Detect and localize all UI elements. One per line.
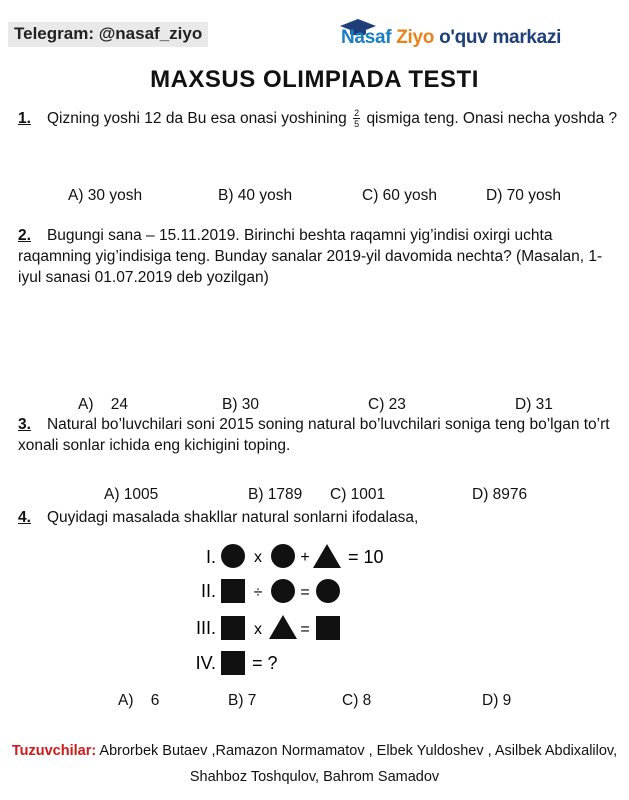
option-c: C) 23 (368, 396, 406, 413)
question-text: Natural bo’luvchilari soni 2015 soning natural bo’luvchilari soniga teng bo’lgan to’rt xonali sonlar ichida eng kichigini toping. (18, 416, 610, 454)
question-text: Qizning yoshi 12 da Bu esa onasi yoshining (46, 110, 347, 127)
square-shape (221, 579, 245, 603)
question-number: 1. (18, 110, 31, 127)
option-d: D) 31 (515, 396, 553, 413)
triangle-shape (313, 544, 341, 568)
question-1 (18, 108, 618, 129)
question-number: 3. (18, 416, 31, 433)
operator: = ? (252, 653, 278, 673)
triangle-shape (269, 615, 297, 639)
option-b: B) 40 yosh (218, 187, 293, 204)
operator: x (254, 621, 262, 638)
option-a: A) 24 (78, 396, 128, 413)
operator: = (300, 584, 310, 601)
option-c: C) 60 yosh (362, 187, 437, 204)
circle-shape (271, 579, 295, 603)
operator: x (254, 549, 262, 566)
operator: + (300, 549, 310, 566)
option-b: B) 1789 (248, 486, 303, 503)
logo-word-markazi: o'quv markazi (439, 27, 562, 48)
square-shape (221, 651, 245, 675)
question-text: Quyidagi masalada shakllar natural sonlarni ifodalasa, (46, 509, 419, 526)
question-text: Bugungi sana – 15.11.2019. Birinchi beshta raqamni yig’indisi oxirgi uchta raqamning yig’indisiga teng. Bunday sanalar 2019-yil davomida nechta? (Masalan, 1-iyul sanasi 01.07.2019 deb yozilgan) (18, 227, 603, 286)
option-d: D) 9 (482, 692, 512, 709)
option-b: B) 30 (222, 396, 260, 413)
row-label: I. (205, 547, 216, 567)
operator: = (300, 621, 310, 638)
row-label: II. (200, 581, 216, 601)
option-c: C) 1001 (330, 486, 386, 503)
question-number: 4. (18, 509, 31, 526)
circle-shape (271, 544, 295, 568)
question-3 (18, 414, 618, 456)
question-number: 2. (18, 227, 31, 244)
telegram-handle: Telegram: @nasaf_ziyo (8, 22, 208, 47)
option-d: D) 70 yosh (486, 187, 561, 204)
row-label: III. (195, 618, 216, 638)
authors-footer (0, 738, 629, 790)
option-b: B) 7 (228, 692, 257, 709)
authors-line-2: Shahboz Toshqulov, Bahrom Samadov (189, 769, 440, 785)
row-label: IV. (195, 653, 216, 673)
authors-line-1: Abrorbek Butaev ,Ramazon Normamatov , Elbek Yuldoshev , Asilbek Abdixalilov, (99, 743, 618, 759)
option-a: A) 6 (118, 692, 160, 709)
shape-equations (180, 535, 420, 685)
square-shape (316, 616, 340, 640)
question-4 (18, 507, 618, 528)
fraction: $\frac{2}{5}$ (354, 108, 360, 130)
question-text-cont: qismiga teng. Onasi necha yoshda ? (366, 110, 618, 127)
circle-shape (221, 544, 245, 568)
square-shape (221, 616, 245, 640)
option-a: A) 30 yosh (68, 187, 143, 204)
page-title: MAXSUS OLIMPIADA TESTI (150, 66, 479, 93)
logo-word-ziyo: Ziyo (396, 27, 435, 48)
logo-word-nasaf: Nasaf (341, 27, 392, 48)
circle-shape (316, 579, 340, 603)
operator: = 10 (348, 547, 384, 567)
authors-label: Tuzuvchilar: (11, 743, 97, 759)
question-2 (18, 225, 618, 288)
option-c: C) 8 (342, 692, 372, 709)
option-a: A) 1005 (104, 486, 159, 503)
option-d: D) 8976 (472, 486, 528, 503)
operator: ÷ (253, 584, 263, 601)
